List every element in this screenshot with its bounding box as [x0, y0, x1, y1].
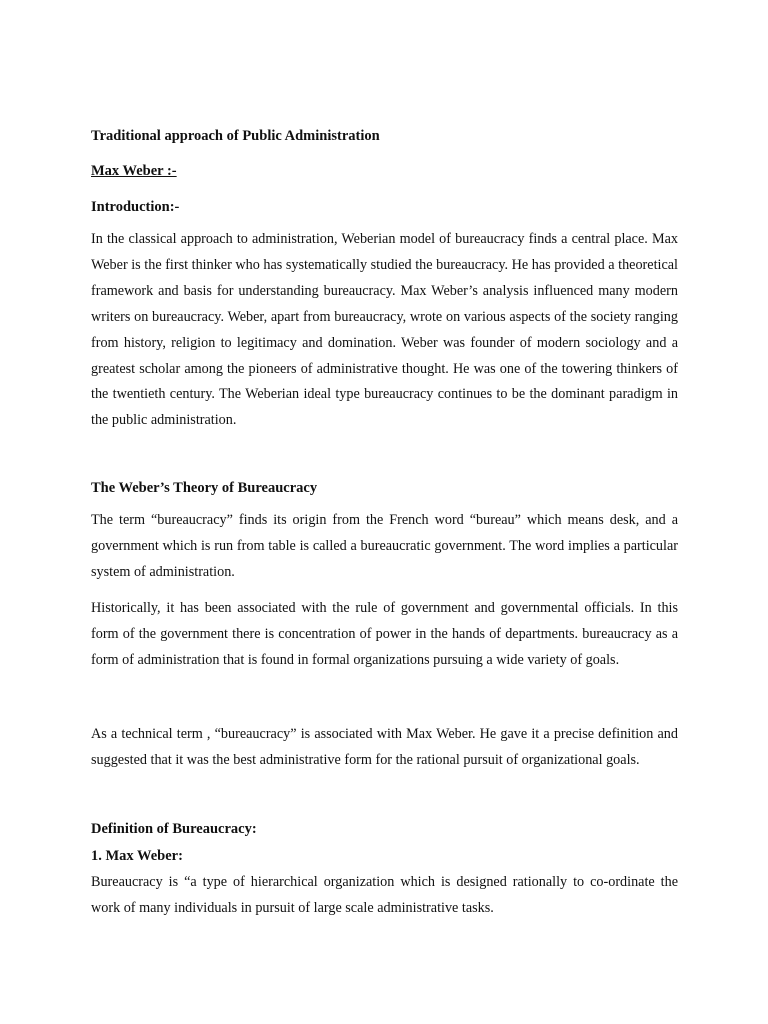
definition-paragraph: Bureaucracy is “a type of hierarchical organization which is designed rationally to co-ordinate the work of many individuals in pursuit of large scale administrative tasks.	[91, 874, 678, 916]
definition-subheading-max-weber: 1. Max Weber:	[91, 848, 183, 864]
document-title: Traditional approach of Public Administration	[91, 128, 380, 144]
section-subtitle-max-weber: Max Weber :-	[91, 163, 177, 179]
definition-heading: Definition of Bureaucracy:	[91, 821, 257, 837]
theory-heading: The Weber’s Theory of Bureaucracy	[91, 480, 318, 496]
theory-paragraph-3: As a technical term , “bureaucracy” is associated with Max Weber. He gave it a precise definition and suggested that it was the best administrative form for the rational pursuit of organizational goals.	[91, 726, 678, 768]
theory-paragraph-2: Historically, it has been associated with the rule of government and governmental officials. In this form of the government there is concentration of power in the hands of departments. bureaucracy as a form of administration that is found in formal organizations pursuing a wide variety of goals.	[91, 600, 678, 668]
theory-paragraph-1: The term “bureaucracy” finds its origin from the French word “bureau” which means desk, and a government which is run from table is called a bureaucratic government. The word implies a particular system of administration.	[91, 512, 678, 580]
introduction-paragraph: In the classical approach to administration, Weberian model of bureaucracy finds a central place. Max Weber is the first thinker who has systematically studied the bureaucracy. He has provided a theoretical framework and basis for understanding bureaucracy. Max Weber’s analysis influenced many modern writers on bureaucracy. Weber, apart from bureaucracy, wrote on various aspects of the society ranging from history, religion to legitimacy and domination. Weber was founder of modern sociology and a greatest scholar among the pioneers of administrative thought. He was one of the towering thinkers of the twentieth century. The Weberian ideal type bureaucracy continues to be the dominant paradigm in the public administration.	[91, 231, 678, 429]
introduction-heading: Introduction:-	[91, 199, 180, 215]
